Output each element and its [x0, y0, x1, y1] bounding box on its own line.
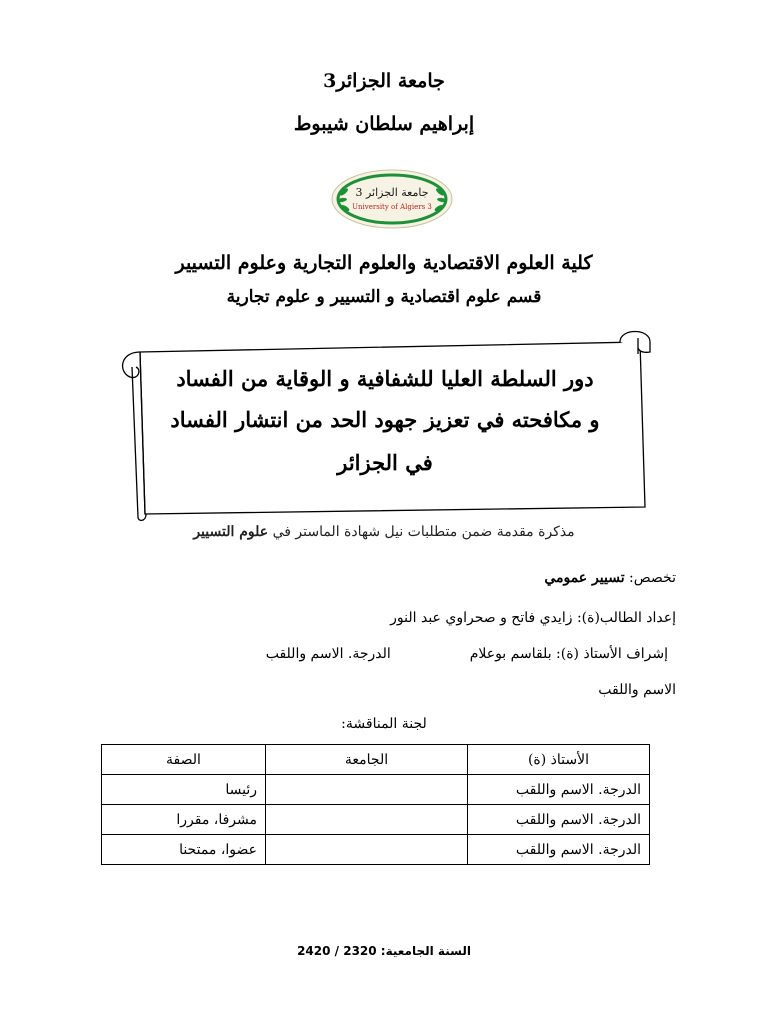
- specialization-value: تسيير عمومي: [544, 570, 625, 586]
- jury-university: [266, 775, 468, 805]
- jury-university: [266, 835, 468, 865]
- jury-professor: الدرجة. الاسم واللقب: [468, 805, 650, 835]
- jury-professor: الدرجة. الاسم واللقب: [468, 775, 650, 805]
- table-row: [102, 775, 650, 805]
- jury-header-professor: الأستاذ (ة): [468, 745, 650, 775]
- jury-title: لجنة المناقشة:: [341, 716, 427, 732]
- thesis-title-line-2: و مكافحته في تعزيز جهود الحد من انتشار الفساد: [170, 407, 600, 432]
- supervisor-grade: الدرجة. الاسم واللقب: [265, 646, 391, 662]
- memo-statement: [0, 524, 768, 540]
- university-logo: [330, 168, 454, 230]
- supervisor-label: إشراف الأستاذ (ة):: [556, 646, 668, 662]
- jury-table: [101, 744, 650, 865]
- specialization-line: [544, 570, 676, 586]
- jury-role: رئيسا: [102, 775, 266, 805]
- jury-header-role: الصفة: [102, 745, 266, 775]
- supervisor-line: [266, 646, 668, 662]
- student-names: زايدي فاتح و صحراوي عبد النور: [390, 610, 573, 626]
- jury-professor: الدرجة. الاسم واللقب: [468, 835, 650, 865]
- specialization-label: تخصص:: [629, 570, 676, 586]
- student-label: إعداد الطالب(ة):: [576, 610, 676, 626]
- table-row: [102, 835, 650, 865]
- jury-role: مشرفا، مقررا: [102, 805, 266, 835]
- institute-name: إبراهيم سلطان شيبوط: [293, 113, 475, 135]
- jury-role: عضوا، ممتحنا: [102, 835, 266, 865]
- name-line: الاسم واللقب: [598, 682, 676, 698]
- university-name: جامعة الجزائر3: [323, 70, 445, 92]
- supervisor-name: بلقاسم بوعلام: [469, 646, 552, 662]
- memo-prefix: مذكرة مقدمة ضمن متطلبات نيل شهادة الماستر في: [272, 524, 575, 540]
- department-name: قسم علوم اقتصادية و التسيير و علوم تجارية: [226, 287, 542, 307]
- logo-arabic-text: جامعة الجزائر 3: [355, 186, 429, 199]
- student-line: [390, 610, 676, 626]
- logo-latin-text: University of Algiers 3: [352, 203, 432, 211]
- thesis-title-line-3: في الجزائر: [337, 450, 433, 475]
- table-row: [102, 805, 650, 835]
- faculty-name: كلية العلوم الاقتصادية والعلوم التجارية وعلوم التسيير: [175, 252, 593, 274]
- jury-header-row: [102, 745, 650, 775]
- academic-year: السنة الجامعية: 2320 / 2420: [297, 944, 471, 958]
- jury-header-university: الجامعة: [266, 745, 468, 775]
- jury-university: [266, 805, 468, 835]
- memo-field: علوم التسيير: [193, 524, 269, 540]
- thesis-title-line-1: دور السلطة العليا للشفافية و الوقاية من الفساد: [176, 366, 594, 391]
